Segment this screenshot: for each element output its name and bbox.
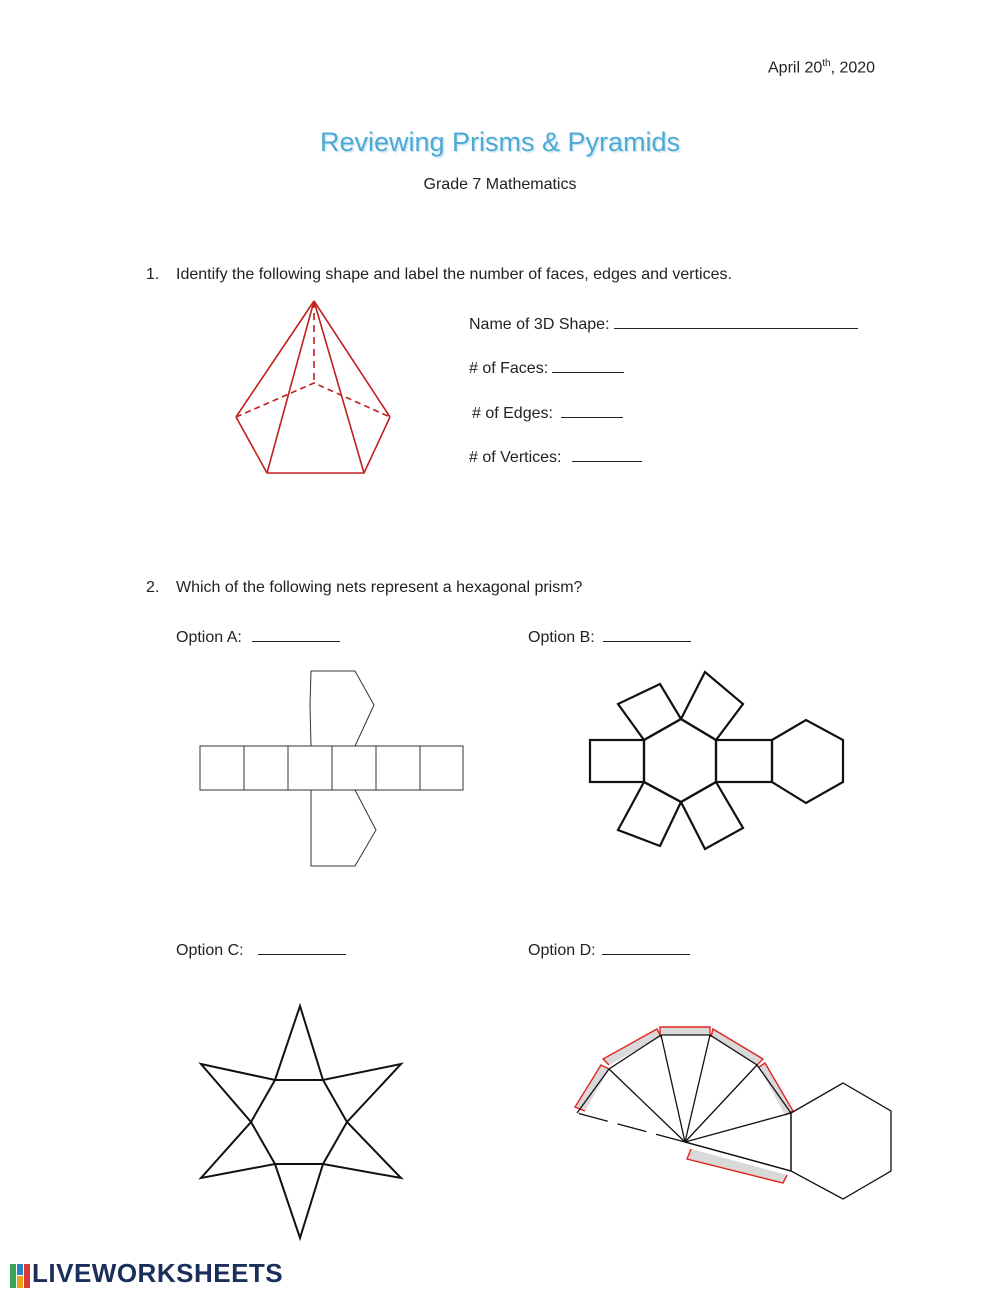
option-d-label: Option D:	[528, 942, 596, 959]
option-c-field	[176, 938, 346, 960]
shape-name-blank[interactable]	[614, 312, 858, 329]
option-d-blank[interactable]	[602, 938, 690, 955]
option-b-field	[528, 625, 691, 647]
option-d-net	[565, 1015, 900, 1210]
option-b-label: Option B:	[528, 629, 595, 646]
edges-label: # of Edges:	[472, 405, 553, 422]
liveworksheets-logo-icon	[10, 1261, 32, 1291]
vertices-label: # of Vertices:	[469, 449, 562, 466]
date: April 20th, 2020	[768, 58, 876, 77]
liveworksheets-logo-text: LIVEWORKSHEETS	[32, 1258, 284, 1288]
question-2-text: Which of the following nets represent a hexagonal prism?	[176, 579, 583, 596]
edges-blank[interactable]	[561, 401, 623, 418]
option-a-blank[interactable]	[252, 625, 340, 642]
option-c-net	[195, 1000, 410, 1245]
faces-field	[469, 356, 624, 378]
question-2-number: 2.	[146, 579, 160, 596]
option-d-field	[528, 938, 690, 960]
option-a-field	[176, 625, 340, 647]
option-c-label: Option C:	[176, 942, 244, 959]
option-a-label: Option A:	[176, 629, 242, 646]
pentagonal-pyramid-figure	[230, 295, 400, 480]
option-b-net	[585, 668, 850, 853]
question-1-number: 1.	[146, 266, 160, 283]
shape-name-field	[469, 312, 858, 334]
vertices-blank[interactable]	[572, 445, 642, 462]
edges-field	[472, 401, 623, 423]
faces-blank[interactable]	[552, 356, 624, 373]
faces-label: # of Faces:	[469, 360, 549, 377]
page-title: Reviewing Prisms & Pyramids	[319, 127, 681, 157]
question-1-text: Identify the following shape and label the number of faces, edges and vertices.	[176, 266, 732, 283]
shape-name-label: Name of 3D Shape:	[469, 316, 610, 333]
option-c-blank[interactable]	[258, 938, 346, 955]
page-subtitle: Grade 7 Mathematics	[423, 176, 577, 193]
option-a-net	[195, 665, 470, 870]
option-b-blank[interactable]	[603, 625, 691, 642]
vertices-field	[469, 445, 642, 467]
